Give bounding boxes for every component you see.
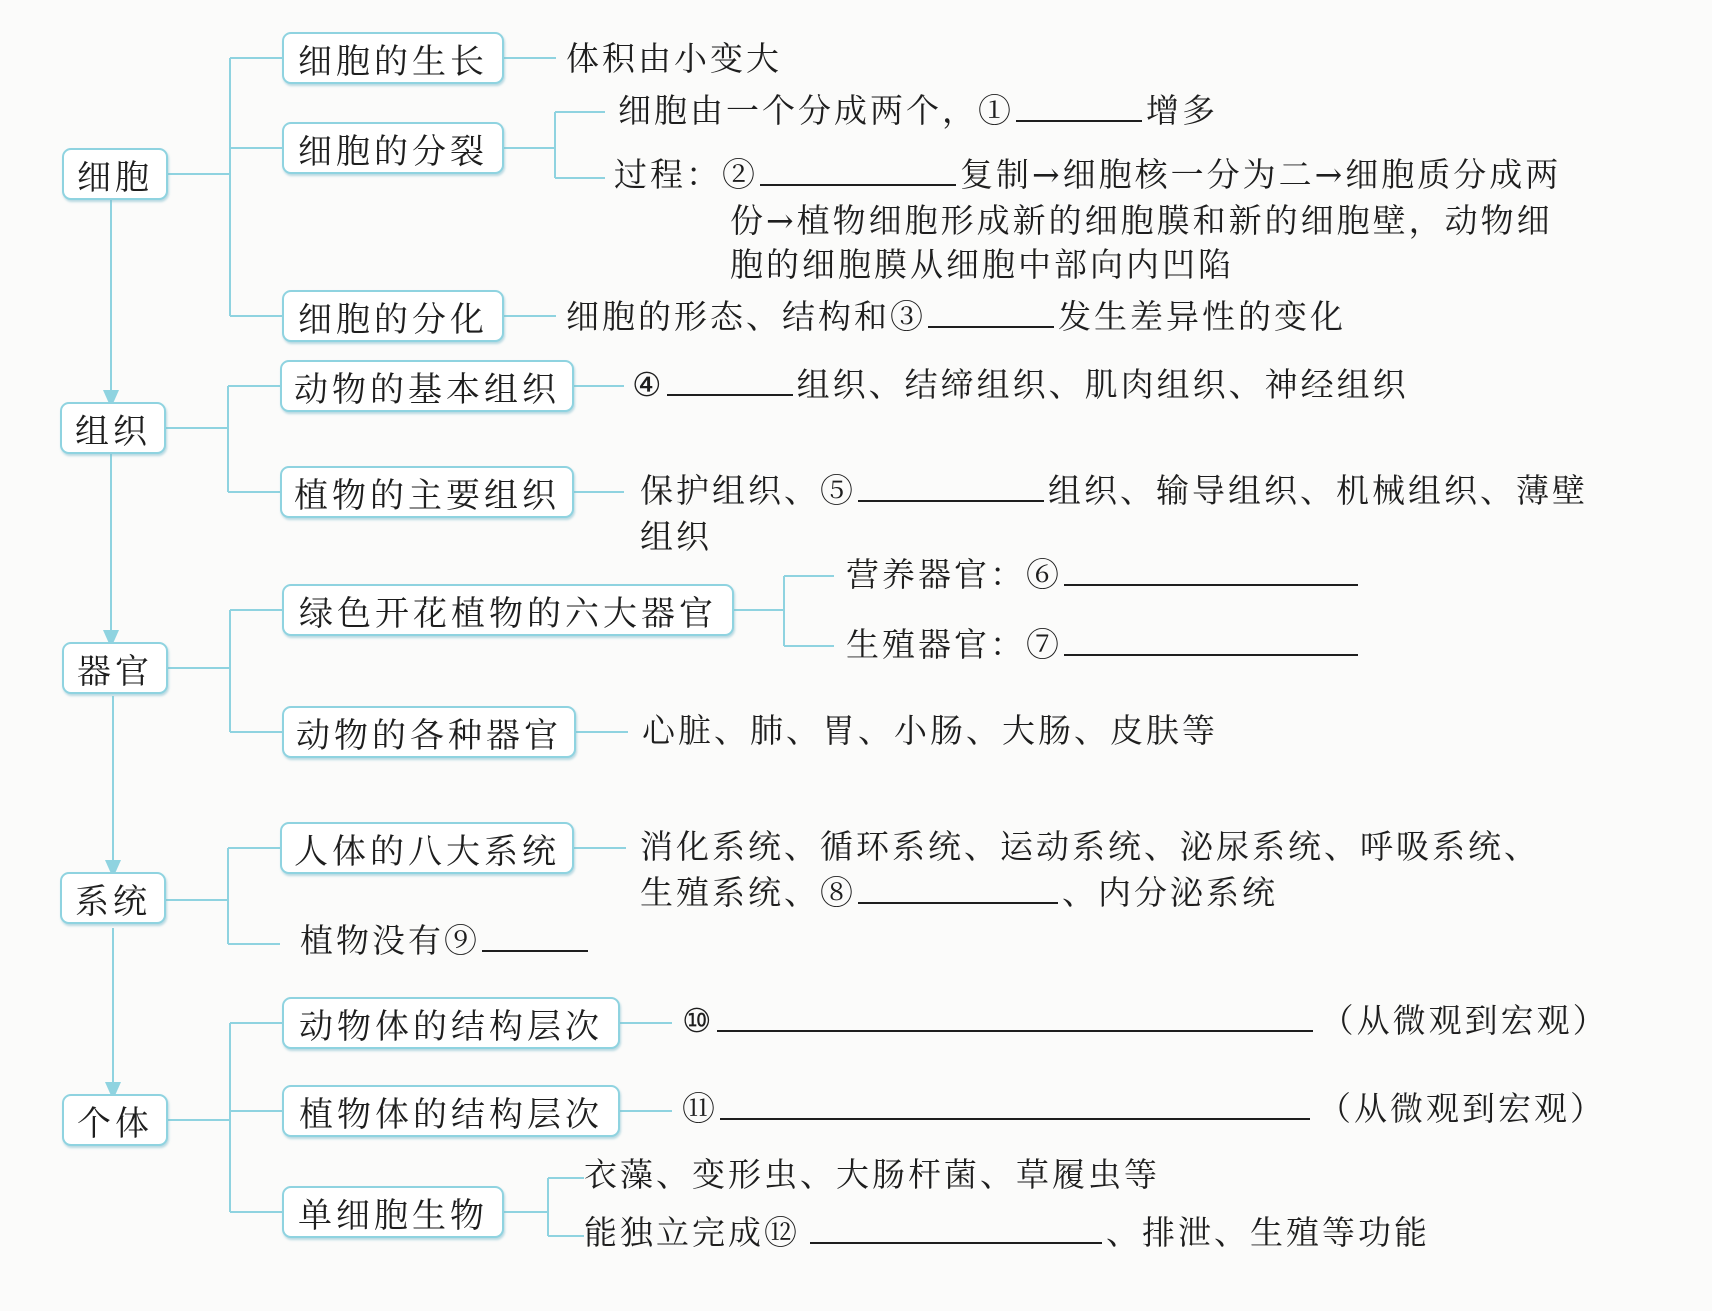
division-process-pre: 过程：② [614,155,758,194]
node-plant-hierarchy: 植物体的结构层次 [282,1085,620,1137]
blank-9 [482,920,588,952]
blank-4 [667,364,793,396]
human-systems-line2-post: 、内分泌系统 [1062,873,1278,912]
text-plant-tissue-line2: 组织 [640,517,712,556]
text-division-process-line2: 份→植物细胞形成新的细胞膜和新的细胞壁，动物细 [730,201,1553,240]
text-animal-hierarchy [682,998,1609,1044]
node-human-systems: 人体的八大系统 [280,822,574,874]
text-cell-differentiation [566,294,1346,340]
text-plant-no-system [300,918,592,964]
bracket-individual [168,1023,282,1212]
level-cell: 细胞 [62,148,168,200]
division-line1-post: 增多 [1146,91,1218,130]
blank-11 [720,1088,1310,1120]
differentiation-pre: 细胞的形态、结构和③ [566,297,926,336]
node-cell-division: 细胞的分裂 [282,122,504,174]
node-plant-tissue: 植物的主要组织 [280,466,574,518]
bracket-organ [168,610,282,732]
text-animal-tissue [632,362,1409,408]
blank-6 [1064,554,1358,586]
division-process-post: 复制→细胞核一分为二→细胞质分成两 [960,155,1562,194]
bracket-system [166,848,280,944]
text-division-line1 [618,88,1218,134]
level-tissue: 组织 [60,402,166,454]
text-animal-organs: 心脏、肺、胃、小肠、大肠、皮肤等 [642,711,1218,750]
animal-hierarchy-num: ⑩ [682,1001,715,1040]
vegetative-label: 营养器官：⑥ [846,555,1062,594]
level-system: 系统 [60,872,166,924]
text-human-systems-line1: 消化系统、循环系统、运动系统、泌尿系统、呼吸系统、 [640,827,1540,866]
text-human-systems-line2 [640,870,1278,916]
animal-tissue-pre: ④ [632,365,665,404]
bracket-tissue [166,386,280,492]
node-animal-tissue: 动物的基本组织 [280,360,574,412]
blank-3 [928,296,1054,328]
blank-10 [717,1000,1313,1032]
plant-hierarchy-note: （从微观到宏观） [1318,1089,1606,1128]
text-division-process [614,152,1561,198]
node-flowering-plant-organs: 绿色开花植物的六大器官 [282,584,734,636]
bracket-cell [168,58,282,316]
blank-7 [1064,624,1358,656]
text-division-process-line3: 胞的细胞膜从细胞中部向内凹陷 [730,245,1234,284]
blank-2 [760,154,956,186]
level-organ: 器官 [62,642,168,694]
plant-hierarchy-num: ⑪ [682,1089,718,1128]
division-line1-pre: 细胞由一个分成两个，① [618,91,1014,130]
plant-tissue-post: 组织、输导组织、机械组织、薄壁 [1048,471,1588,510]
animal-hierarchy-note: （从微观到宏观） [1320,1001,1609,1040]
node-animal-organs: 动物的各种器官 [282,706,576,758]
plant-no-system-pre: 植物没有⑨ [300,921,480,960]
differentiation-post: 发生差异性的变化 [1058,297,1346,336]
unicellular-line2-pre: 能独立完成⑫ [584,1213,800,1252]
unicellular-line2-post: 、排泄、生殖等功能 [1106,1213,1430,1252]
node-cell-growth: 细胞的生长 [282,32,504,84]
node-unicellular: 单细胞生物 [282,1186,504,1238]
text-cell-growth: 体积由小变大 [566,39,782,78]
text-unicellular-line1: 衣藻、变形虫、大肠杆菌、草履虫等 [584,1155,1160,1194]
node-animal-hierarchy: 动物体的结构层次 [282,997,620,1049]
plant-tissue-pre: 保护组织、⑤ [640,471,856,510]
human-systems-line2-pre: 生殖系统、⑧ [640,873,856,912]
blank-1 [1016,90,1142,122]
blank-8 [858,872,1058,904]
reproductive-label: 生殖器官：⑦ [846,625,1062,664]
text-reproductive-organs [846,622,1362,668]
level-individual: 个体 [62,1094,168,1146]
text-unicellular-line2 [584,1210,1430,1256]
blank-12 [810,1212,1102,1244]
blank-5 [858,470,1044,502]
text-plant-hierarchy [682,1086,1606,1132]
node-cell-differentiation: 细胞的分化 [282,290,504,342]
text-plant-tissue [640,468,1588,514]
text-vegetative-organs [846,552,1362,598]
animal-tissue-post: 组织、结缔组织、肌肉组织、神经组织 [796,365,1409,404]
